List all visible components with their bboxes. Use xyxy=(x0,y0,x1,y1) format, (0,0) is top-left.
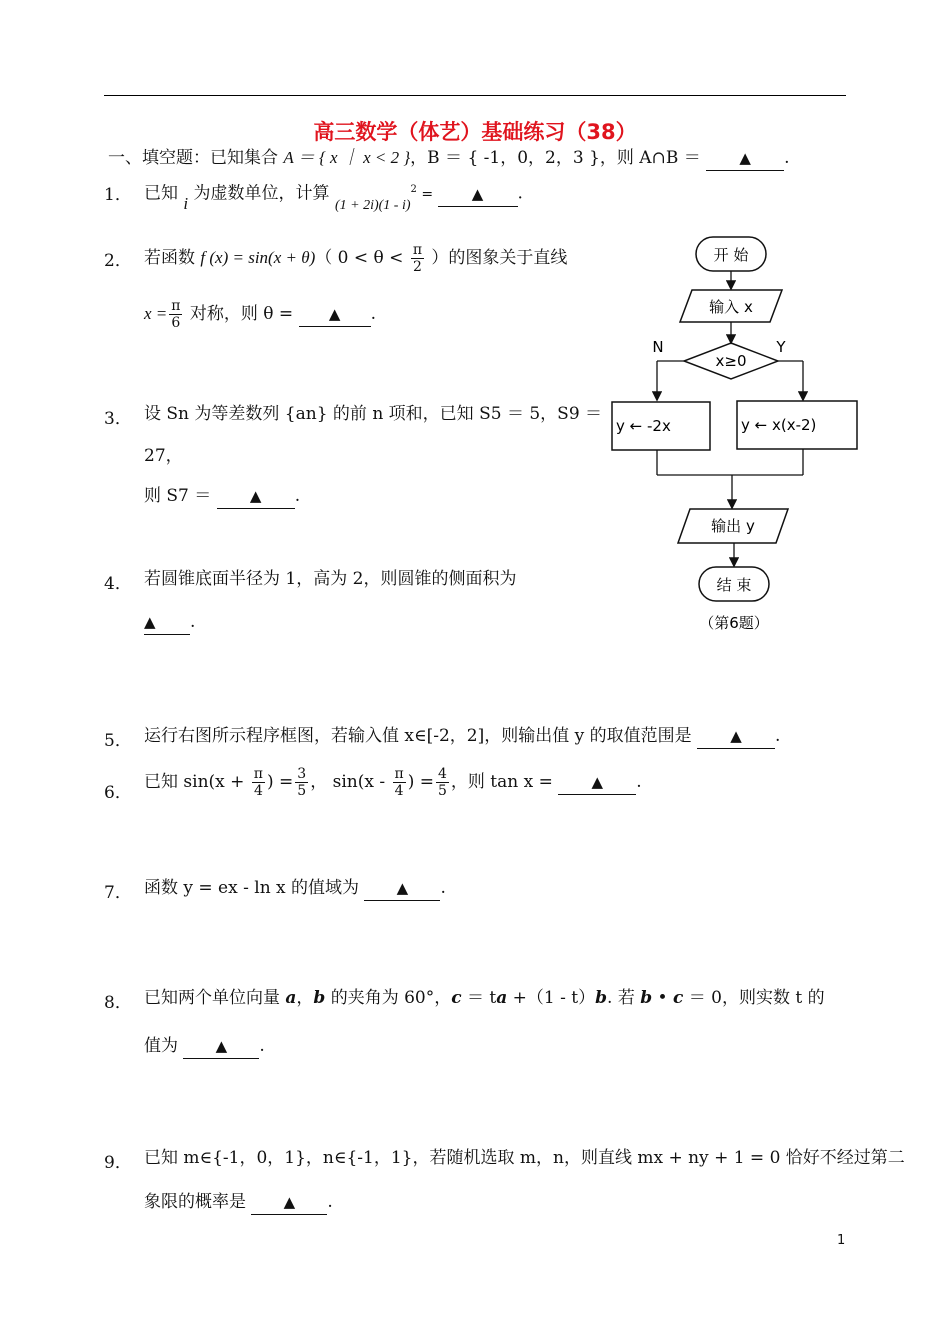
answer-blank[interactable]: ▲ xyxy=(144,610,190,635)
flowchart-end-label: 结 束 xyxy=(716,576,752,594)
flowchart-start-label: 开 始 xyxy=(713,246,749,264)
question-number: 8． xyxy=(104,993,132,1013)
flowchart-output-label: 输出 y xyxy=(711,517,755,535)
question-3-line2: 27， xyxy=(144,446,183,466)
question-2-line2: x = $\frac{\pi}{6}$ 对称，则 θ = ▲ . xyxy=(144,298,376,331)
flowchart xyxy=(600,225,870,645)
question-6: 已知 sin(x + $\frac{\pi}{4}$ ) = $\frac{3}{5}$ ， sin(x - $\frac{\pi}{4}$ ) = $\frac{4}{5}$ ，则 tan x = ▲ . xyxy=(144,766,642,799)
flowchart-decision-label: x≥0 xyxy=(715,352,747,370)
question-3-line3: 则 S7 ＝ ▲ . xyxy=(144,484,300,509)
flowchart-left-label: y ← -2x xyxy=(616,417,671,435)
question-4-line2: ▲ . xyxy=(144,610,195,635)
answer-blank[interactable]: ▲ xyxy=(183,1034,259,1059)
flowchart-caption: （第6题） xyxy=(699,614,769,632)
question-9-line2: 象限的概率是 ▲ . xyxy=(144,1190,333,1215)
question-8-line2: 值为 ▲ . xyxy=(144,1034,265,1059)
question-number: 6． xyxy=(104,783,132,803)
answer-blank[interactable]: ▲ xyxy=(558,770,636,795)
flowchart-no-label: N xyxy=(652,338,664,356)
question-8: 已知两个单位向量 a，b 的夹角为 60°，c ＝ ta +（1 - t）b. 若 b • c ＝ 0，则实数 t 的 xyxy=(144,988,825,1008)
question-number: 5． xyxy=(104,731,132,751)
answer-blank[interactable]: ▲ xyxy=(706,146,784,171)
flowchart-right-label: y ← x(x-2) xyxy=(741,416,817,434)
answer-blank[interactable]: ▲ xyxy=(299,302,371,327)
answer-blank[interactable]: ▲ xyxy=(217,484,295,509)
flowchart-input-label: 输入 x xyxy=(709,298,753,316)
section-heading: 一、填空题：已知集合 A ＝ { x ｜ x < 2 }，B ＝ { -1，0，2，3 }，则 A∩B ＝ ▲ . xyxy=(108,146,790,171)
question-number: 9． xyxy=(104,1153,132,1173)
flowchart-yes-label: Y xyxy=(776,338,786,356)
question-number: 4． xyxy=(104,574,132,594)
question-9: 已知 m∈{-1，0，1}，n∈{-1，1}，若随机选取 m，n，则直线 mx + ny + 1 = 0 恰好不经过第二 xyxy=(144,1148,905,1168)
question-4: 若圆锥底面半径为 1，高为 2，则圆锥的侧面积为 xyxy=(144,569,517,589)
page-number: 1 xyxy=(837,1233,846,1248)
question-2: 若函数 f (x) = sin(x + θ)（ 0 < θ < $\frac{\pi}{2}$ ）的图象关于直线 xyxy=(144,242,568,275)
answer-blank[interactable]: ▲ xyxy=(251,1190,327,1215)
header-rule xyxy=(104,95,846,96)
question-7: 函数 y = ex - ln x 的值域为 ▲ . xyxy=(144,876,446,901)
answer-blank[interactable]: ▲ xyxy=(438,182,518,207)
question-1: 已知 i 为虚数单位，计算 $_{(1 + 2i)(1 - i)}^2$ = ▲ . xyxy=(144,183,523,213)
page-title: 高三数学（体艺）基础练习（38） xyxy=(313,120,637,144)
answer-blank[interactable]: ▲ xyxy=(697,724,775,749)
answer-blank[interactable]: ▲ xyxy=(364,876,440,901)
question-number: 7． xyxy=(104,883,132,903)
question-5: 运行右图所示程序框图，若输入值 x∈[-2，2]，则输出值 y 的取值范围是 ▲ . xyxy=(144,724,780,749)
question-3: 设 Sn 为等差数列 {an} 的前 n 项和，已知 S5 ＝ 5，S9 ＝ xyxy=(144,404,603,424)
question-number: 1． xyxy=(104,185,132,205)
question-number: 3． xyxy=(104,409,132,429)
question-number: 2． xyxy=(104,251,132,271)
